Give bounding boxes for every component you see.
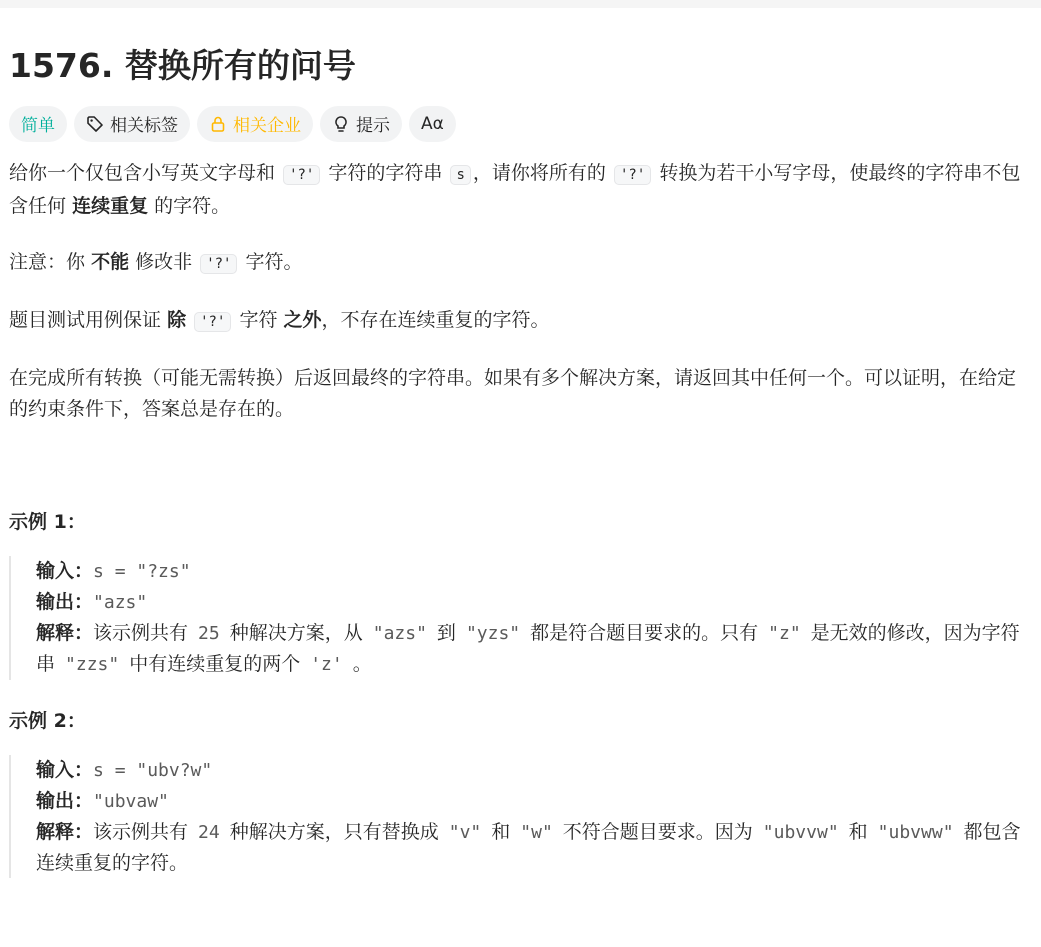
mono-value: 25 xyxy=(198,622,220,644)
mono-value: "ubvww" xyxy=(877,821,954,843)
font-icon: Aα xyxy=(421,113,444,134)
difficulty-badge[interactable] xyxy=(9,106,67,142)
mono-value: "zzs" xyxy=(65,653,120,675)
hint-button[interactable] xyxy=(320,106,402,142)
text-span: 。 xyxy=(352,652,372,675)
text-span: 字符。 xyxy=(245,250,303,273)
mono-value: "yzs" xyxy=(465,622,521,644)
example-explanation xyxy=(36,817,1027,878)
bold-text: 连续重复 xyxy=(72,194,149,217)
mono-value: 'z' xyxy=(310,653,343,675)
mono-value: 24 xyxy=(198,821,220,843)
text-span: 和 xyxy=(848,820,868,843)
description-paragraph-2 xyxy=(9,247,1027,280)
text-span: 转换为若干小写字母，使最终的字符串不包含任何 xyxy=(9,161,1021,217)
text-span: 题目测试用例保证 xyxy=(9,308,162,331)
text-span: 不符合题目要求。因为 xyxy=(562,820,753,843)
bold-text: 之外 xyxy=(283,308,322,331)
example-input-line xyxy=(36,755,1027,786)
inline-code: '?' xyxy=(283,165,320,185)
input-value: s = "?zs" xyxy=(93,560,191,582)
mono-value: "v" xyxy=(448,821,482,843)
text-span: 字符的字符串 xyxy=(328,161,443,184)
text-span: 种解决方案，从 xyxy=(229,621,363,644)
text-span: 该示例共有 xyxy=(93,820,189,843)
text-span: 种解决方案，只有替换成 xyxy=(229,820,439,843)
output-value: "ubvaw" xyxy=(93,790,169,812)
example-2-title: 示例 2： xyxy=(9,709,86,732)
inline-code: '?' xyxy=(614,165,651,185)
text-span: 该示例共有 xyxy=(93,621,189,644)
bold-text: 除 xyxy=(167,308,187,331)
inline-code: '?' xyxy=(200,254,237,274)
font-size-button[interactable] xyxy=(409,106,456,142)
text-span: 字符 xyxy=(239,308,278,331)
explanation-label: 解释： xyxy=(36,621,94,644)
bold-text: 不能 xyxy=(91,250,130,273)
related-tags-button[interactable] xyxy=(74,106,190,142)
text-span: 是无效的修改，因为字符串 xyxy=(36,621,1020,675)
mono-value: "ubvvw" xyxy=(762,821,839,843)
mono-value: "z" xyxy=(768,622,801,644)
explanation-label: 解释： xyxy=(36,820,94,843)
hint-label: 提示 xyxy=(356,116,390,137)
example-2-block xyxy=(9,755,1027,878)
output-label: 输出： xyxy=(36,590,94,613)
difficulty-label: 简单 xyxy=(21,116,55,137)
problem-description-panel xyxy=(0,46,1041,878)
description-paragraph-1 xyxy=(9,158,1027,222)
inline-code: '?' xyxy=(194,312,231,332)
tag-icon xyxy=(86,115,104,133)
problem-description xyxy=(9,158,1027,425)
description-paragraph-3 xyxy=(9,305,1027,338)
mono-value: "w" xyxy=(520,821,553,843)
text-span: ，请你将所有的 xyxy=(472,161,606,184)
text-span: 和 xyxy=(491,820,511,843)
example-output-line xyxy=(36,587,1027,618)
related-tags-label: 相关标签 xyxy=(110,116,178,137)
text-span: 中有连续重复的两个 xyxy=(129,652,301,675)
lightbulb-icon xyxy=(332,115,350,133)
example-input-line xyxy=(36,556,1027,587)
problem-title[interactable]: 1576. 替换所有的问号 xyxy=(9,46,356,85)
text-span: ，不存在连续重复的字符。 xyxy=(321,308,550,331)
input-label: 输入： xyxy=(36,758,94,781)
related-companies-label: 相关企业 xyxy=(233,116,301,137)
example-1-block xyxy=(9,556,1027,680)
text-span: 都包含连续重复的字符。 xyxy=(36,820,1021,874)
output-value: "azs" xyxy=(93,591,148,613)
text-span: 到 xyxy=(436,621,456,644)
text-span: 的字符。 xyxy=(154,194,231,217)
output-label: 输出： xyxy=(36,789,94,812)
tag-row xyxy=(9,106,1027,142)
example-output-line xyxy=(36,786,1027,817)
input-label: 输入： xyxy=(36,559,94,582)
text-span: 修改非 xyxy=(135,250,193,273)
example-1-title: 示例 1： xyxy=(9,510,86,533)
text-span: 注意：你 xyxy=(9,250,86,273)
input-value: s = "ubv?w" xyxy=(93,759,213,781)
inline-code: s xyxy=(450,165,470,185)
text-span: 都是符合题目要求的。只有 xyxy=(530,621,759,644)
related-companies-button[interactable] xyxy=(197,106,313,142)
lock-icon xyxy=(209,115,227,133)
top-bar xyxy=(0,0,1041,8)
mono-value: "azs" xyxy=(372,622,427,644)
text-span: 给你一个仅包含小写英文字母和 xyxy=(9,161,276,184)
description-paragraph-4: 在完成所有转换（可能无需转换）后返回最终的字符串。如果有多个解决方案，请返回其中任何一个。可以证明，在给定的约束条件下，答案总是存在的。 xyxy=(9,366,1017,420)
example-explanation xyxy=(36,618,1027,680)
